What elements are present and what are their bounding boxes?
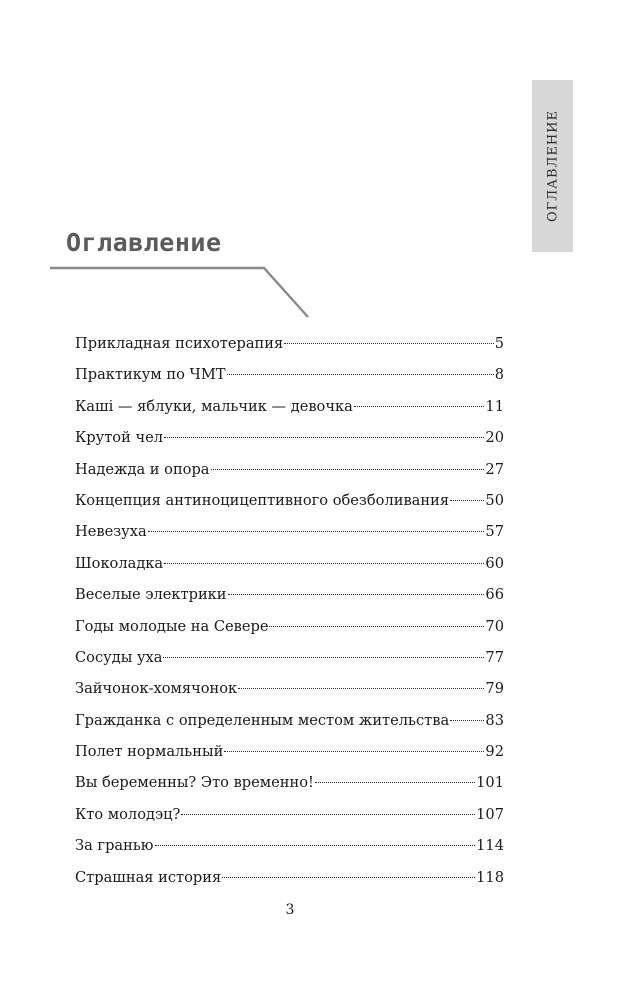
toc-entry-page: 101 xyxy=(476,774,504,792)
toc-dot-leader xyxy=(269,626,484,627)
toc-entry-title: Крутой чел xyxy=(75,429,164,447)
toc-entry-page: 57 xyxy=(485,523,504,541)
toc-entry-title: Страшная история xyxy=(75,868,222,886)
toc-entry[interactable] xyxy=(75,804,504,835)
toc-entry[interactable] xyxy=(75,396,504,427)
toc-dot-leader xyxy=(211,469,485,470)
page-title: Оглавление xyxy=(66,228,222,257)
toc-dot-leader xyxy=(227,374,494,375)
toc-entry[interactable] xyxy=(75,741,504,772)
toc-entry-page: 20 xyxy=(485,429,504,447)
heading-underline-rule xyxy=(50,266,312,320)
toc-entry-title: Шоколадка xyxy=(75,554,164,572)
toc-entry[interactable] xyxy=(75,364,504,395)
toc-entry-page: 60 xyxy=(485,554,504,572)
toc-entry-page: 114 xyxy=(476,837,504,855)
toc-entry[interactable] xyxy=(75,772,504,803)
toc-entry-title: Каші — яблуки, мальчик — девочка xyxy=(75,397,353,415)
toc-entry[interactable] xyxy=(75,459,504,490)
toc-entry-page: 50 xyxy=(485,491,504,509)
toc-entry[interactable] xyxy=(75,710,504,741)
toc-entry[interactable] xyxy=(75,678,504,709)
toc-dot-leader xyxy=(181,814,475,815)
toc-dot-leader xyxy=(354,406,485,407)
toc-entry-page: 83 xyxy=(485,711,504,729)
toc-entry[interactable] xyxy=(75,835,504,866)
page-number: 3 xyxy=(285,902,295,918)
toc-entry[interactable] xyxy=(75,584,504,615)
toc-entry[interactable] xyxy=(75,867,504,898)
toc-dot-leader xyxy=(224,751,484,752)
toc-entry-title: За гранью xyxy=(75,837,154,855)
toc-entry[interactable] xyxy=(75,490,504,521)
toc-entry-page: 27 xyxy=(485,460,504,478)
toc-entry-page: 77 xyxy=(485,648,504,666)
section-side-tab xyxy=(532,80,573,252)
toc-entry-title: Годы молодые на Севере xyxy=(75,617,269,635)
toc-entry-title: Надежда и опора xyxy=(75,460,210,478)
toc-dot-leader xyxy=(450,500,484,501)
toc-dot-leader xyxy=(284,343,493,344)
toc-entry-title: Гражданка с определенным местом жительства xyxy=(75,711,450,729)
toc-entry-title: Веселые электрики xyxy=(75,586,227,604)
toc-dot-leader xyxy=(315,782,475,783)
toc-entry-title: Кто молодэц? xyxy=(75,805,181,823)
toc-entry[interactable] xyxy=(75,647,504,678)
toc-dot-leader xyxy=(148,531,485,532)
toc-entry-page: 107 xyxy=(476,805,504,823)
toc-entry[interactable] xyxy=(75,333,504,364)
table-of-contents xyxy=(75,333,504,898)
toc-entry[interactable] xyxy=(75,521,504,552)
toc-entry-title: Вы беременны? Это временно! xyxy=(75,774,314,792)
toc-entry-page: 92 xyxy=(485,743,504,761)
toc-dot-leader xyxy=(450,720,484,721)
toc-dot-leader xyxy=(222,877,475,878)
toc-dot-leader xyxy=(164,563,484,564)
toc-entry-page: 66 xyxy=(485,586,504,604)
toc-dot-leader xyxy=(164,437,484,438)
toc-dot-leader xyxy=(238,688,484,689)
toc-entry-page: 79 xyxy=(485,680,504,698)
toc-entry-title: Невезуха xyxy=(75,523,147,541)
toc-entry-title: Зайчонок-хомячонок xyxy=(75,680,238,698)
toc-entry[interactable] xyxy=(75,616,504,647)
toc-entry[interactable] xyxy=(75,553,504,584)
toc-entry-page: 5 xyxy=(494,335,504,352)
toc-entry-title: Сосуды уха xyxy=(75,648,163,666)
toc-entry-title: Концепция антиноцицептивного обезболивания xyxy=(75,491,450,509)
side-tab-label: ОГЛАВЛЕНИЕ xyxy=(545,109,560,223)
toc-dot-leader xyxy=(155,845,476,846)
toc-entry-title: Прикладная психотерапия xyxy=(75,335,284,352)
toc-entry-page: 11 xyxy=(485,397,504,415)
toc-entry[interactable] xyxy=(75,427,504,458)
toc-entry-title: Практикум по ЧМТ xyxy=(75,366,226,384)
toc-dot-leader xyxy=(163,657,484,658)
toc-entry-title: Полет нормальный xyxy=(75,743,224,761)
toc-dot-leader xyxy=(228,594,485,595)
toc-entry-page: 8 xyxy=(494,366,504,384)
toc-entry-page: 118 xyxy=(476,868,504,886)
toc-entry-page: 70 xyxy=(485,617,504,635)
